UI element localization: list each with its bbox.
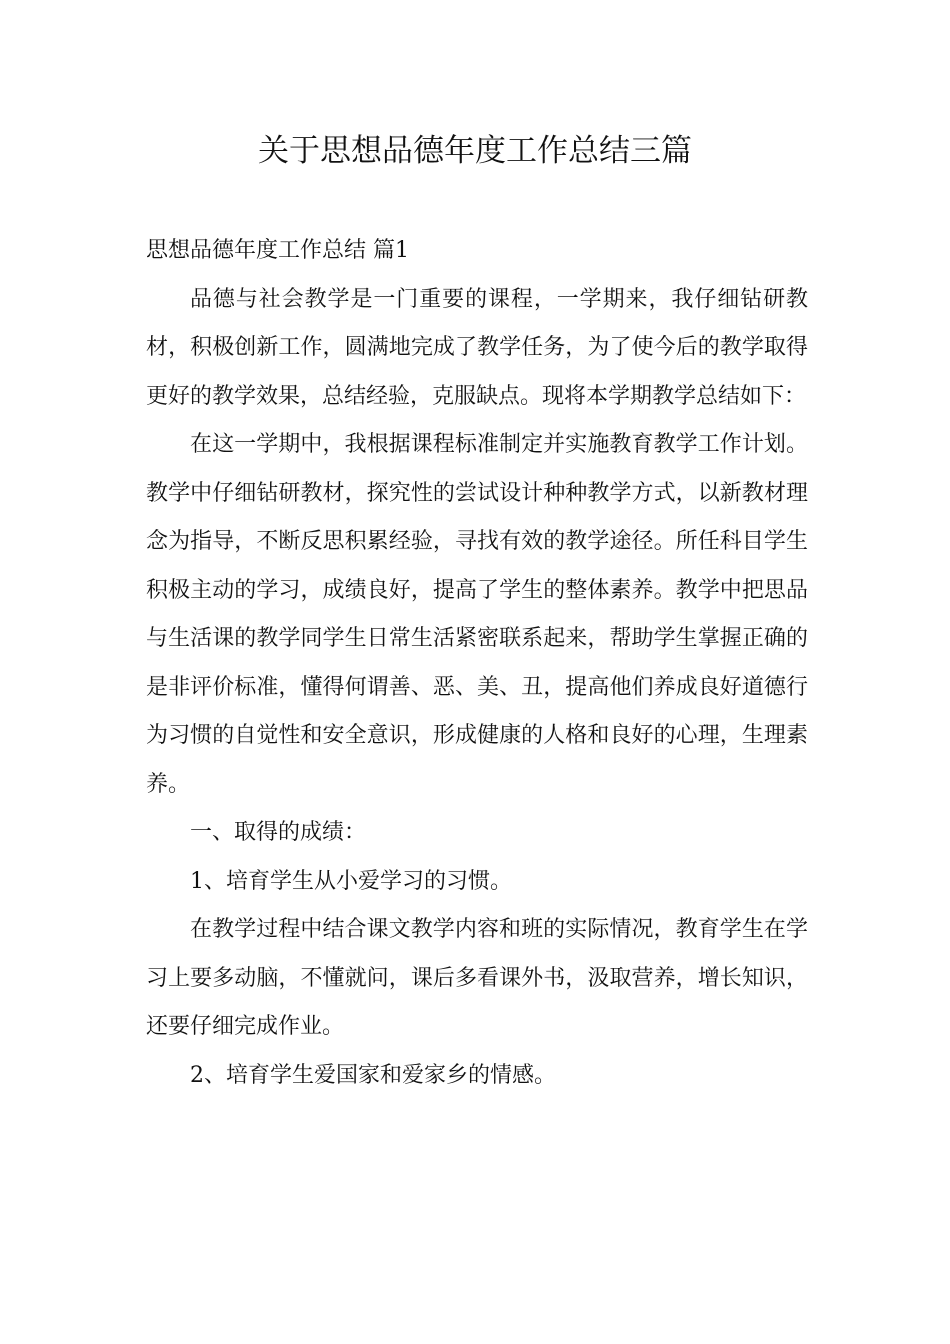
subheading-achievements: 一、取得的成绩： — [190, 820, 367, 845]
paragraph-semester-plan: 在这一学期中，我根据课程标准制定并实施教育教学工作计划。教学中仔细钻研教材，探究性的尝试设计种种教学方式，以新教材理念为指导，不断反思积累经验，寻找有效的教学途径。所任科目学生积极主动的学习，成绩良好，提高了学生的整体素养。教学中把思品与生活课的教学同学生日常生活紧密联系起来，帮助学生掌握正确的是非评价标准，懂得何谓善、恶、美、丑，提高他们养成良好道德行为习惯的自觉性和安全意识，形成健康的人格和良好的心理，生理素养。 — [146, 432, 808, 797]
section-heading: 思想品德年度工作总结 篇1 — [146, 238, 409, 263]
document-title: 关于思想品德年度工作总结三篇 — [258, 133, 692, 169]
document-body — [146, 227, 808, 1100]
list-item-2: 2、培育学生爱国家和爱家乡的情感。 — [190, 1062, 556, 1088]
list-item-1: 1、培育学生从小爱学习的习惯。 — [190, 868, 512, 894]
paragraph-intro: 品德与社会教学是一门重要的课程，一学期来，我仔细钻研教材，积极创新工作，圆满地完成了教学任务，为了使今后的教学取得更好的教学效果，总结经验，克服缺点。现将本学期教学总结如下： — [146, 286, 808, 409]
paragraph-study-habits: 在教学过程中结合课文教学内容和班的实际情况，教育学生在学习上要多动脑，不懂就问，课后多看课外书，汲取营养，增长知识，还要仔细完成作业。 — [146, 917, 808, 1039]
